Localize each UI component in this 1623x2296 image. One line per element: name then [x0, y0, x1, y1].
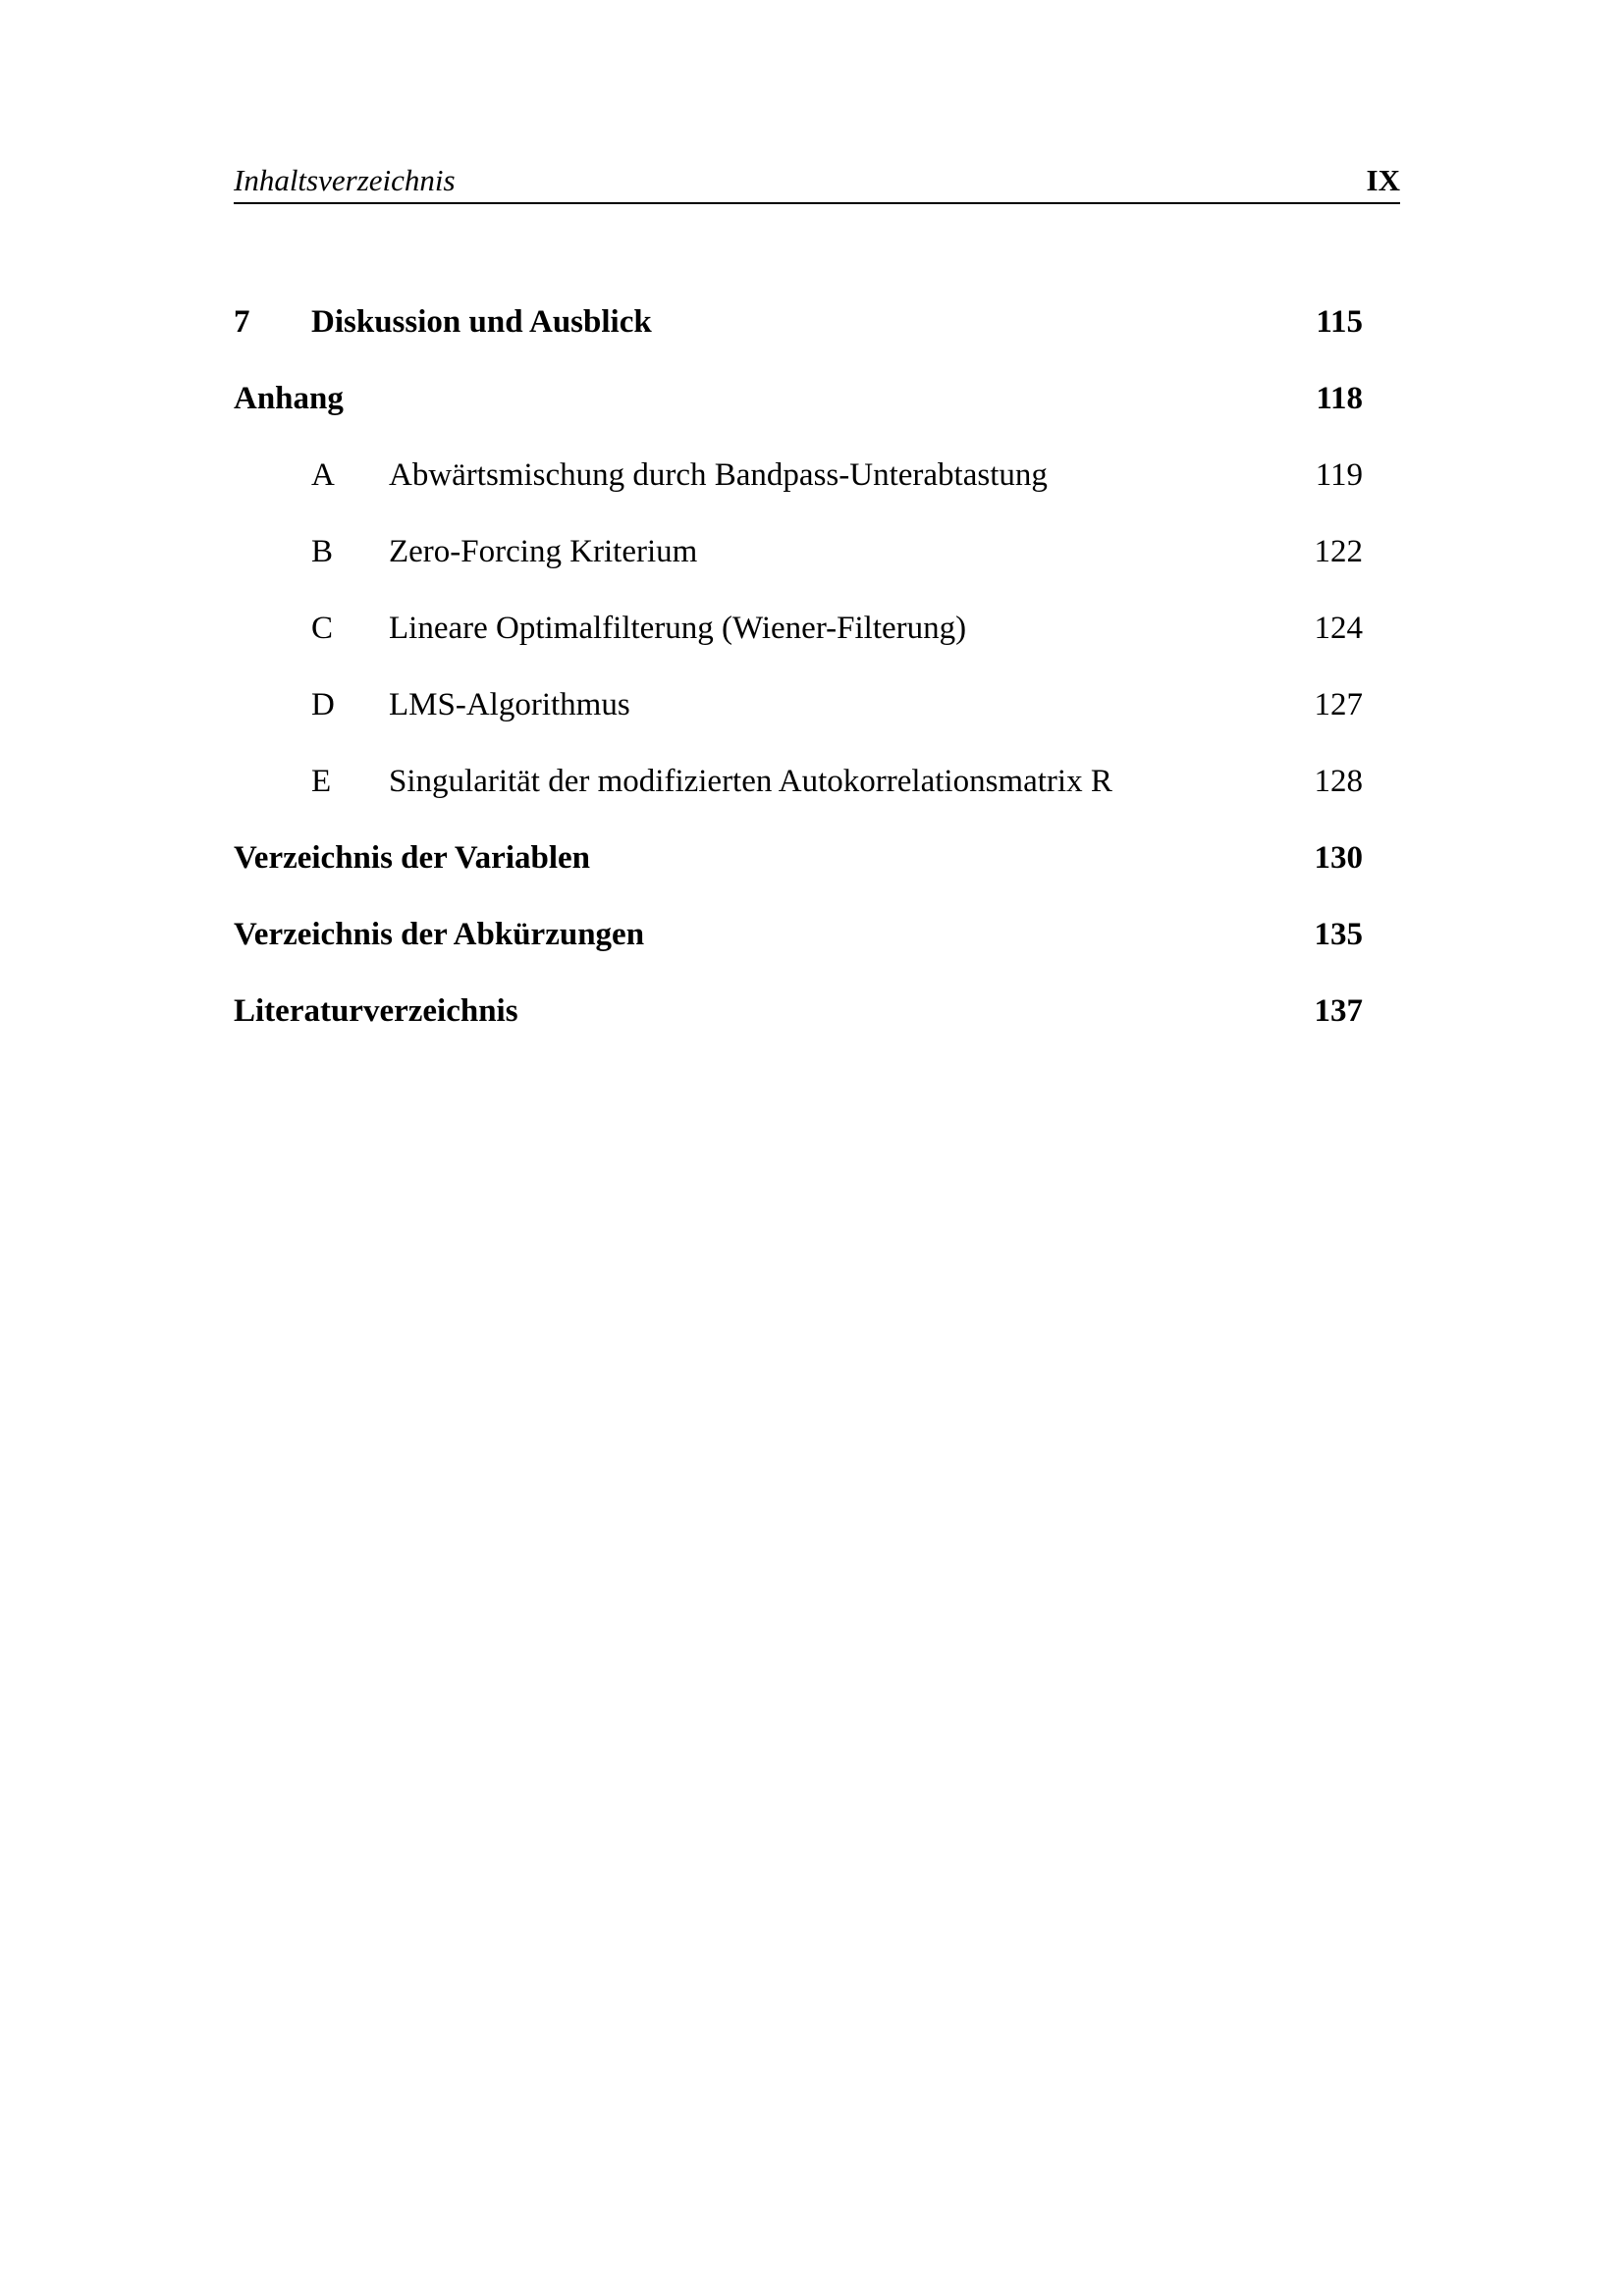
toc-appendix-letter: B [311, 534, 334, 569]
toc-entry-appendix-b[interactable] [234, 530, 1363, 573]
toc-page-number: 124 [1314, 611, 1363, 646]
toc-entry-literatur[interactable] [234, 989, 1363, 1033]
toc-appendix-title: LMS-Algorithmus [389, 687, 630, 722]
toc-appendix-title: Zero-Forcing Kriterium [389, 534, 698, 569]
toc-appendix-title: Lineare Optimalfilterung (Wiener-Filterung) [389, 611, 967, 646]
toc-page-number: 130 [1314, 840, 1363, 876]
toc-appendix-letter: A [311, 457, 335, 493]
running-header [234, 161, 1400, 204]
toc-entry-appendix-d[interactable] [234, 683, 1363, 726]
toc-page-number: 122 [1314, 534, 1363, 569]
toc-entry-appendix-e[interactable] [234, 760, 1363, 803]
toc-appendix-letter: C [311, 611, 334, 646]
toc-chapter-title: Diskussion und Ausblick [311, 304, 652, 340]
toc-page-number: 128 [1314, 764, 1363, 799]
toc-appendix-title: Singularität der modifizierten Autokorrelationsmatrix R [389, 764, 1112, 799]
toc-section-title: Verzeichnis der Abkürzungen [234, 917, 645, 952]
toc-entry-variablen[interactable] [234, 836, 1363, 880]
toc-entry-chapter-7[interactable] [234, 300, 1363, 344]
toc-page-number: 118 [1316, 381, 1363, 416]
toc-page-number: 115 [1316, 304, 1363, 340]
header-page-number: IX [1366, 163, 1400, 197]
toc-section-title: Literaturverzeichnis [234, 993, 518, 1029]
toc-entry-anhang[interactable] [234, 377, 1363, 420]
toc-section-title: Anhang [234, 381, 344, 416]
toc-section-title: Verzeichnis der Variablen [234, 840, 591, 876]
toc-chapter-number: 7 [234, 304, 250, 340]
toc-appendix-title: Abwärtsmischung durch Bandpass-Unterabtastung [389, 457, 1048, 493]
toc-page-number: 127 [1314, 687, 1363, 722]
toc-page-number: 137 [1314, 993, 1363, 1029]
toc-entry-appendix-c[interactable] [234, 607, 1363, 650]
toc-page-number: 135 [1314, 917, 1363, 952]
toc-appendix-letter: D [311, 687, 335, 722]
toc-entry-appendix-a[interactable] [234, 454, 1363, 497]
header-title: Inhaltsverzeichnis [234, 163, 456, 197]
toc-appendix-letter: E [311, 764, 332, 799]
toc-page-number: 119 [1315, 457, 1363, 493]
toc-entry-abkuerzungen[interactable] [234, 913, 1363, 956]
